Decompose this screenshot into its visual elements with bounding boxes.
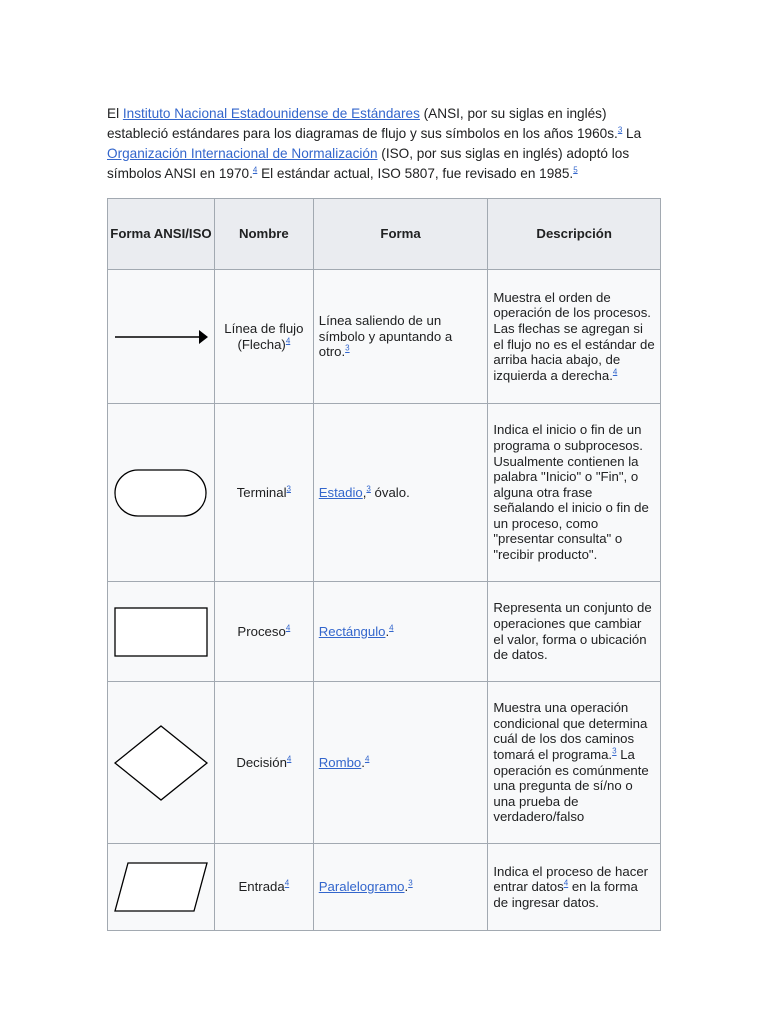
header-forma-ansi-iso: Forma ANSI/ISO [108,199,215,270]
intro-text: El estándar actual, ISO 5807, fue revisado en 1985. [257,165,574,181]
header-forma: Forma [313,199,488,270]
ref-link[interactable]: 4 [612,367,618,377]
shape-cell [108,270,215,404]
arrow-icon [111,327,211,347]
input-icon [111,860,211,914]
link-ansi[interactable]: Instituto Nacional Estadounidense de Estándares [122,105,420,121]
form-link-estadio[interactable]: Estadio [318,484,363,500]
ref-sup [286,336,290,345]
decision-icon [111,723,211,803]
process-icon [111,605,211,659]
ref-link[interactable]: 3 [617,125,623,135]
ref-link[interactable]: 4 [364,754,370,764]
ref-link[interactable]: 4 [286,754,292,764]
desc-text: Muestra el orden de operación de los procesos. Las flechas se agregan si el flujo no es el estándar de arriba hacia abajo, de izquierda a derecha. [493,289,655,383]
flowchart-symbols-table [107,198,661,931]
form-cell [313,270,488,404]
form-text: óvalo. [370,484,410,500]
ref-sup [345,344,349,353]
ref-sup [287,484,291,493]
ref-sup [573,165,577,174]
desc-text: Indica el proceso de hacer entrar datos [493,863,649,895]
name-text: Línea de flujo (Flecha) [224,320,304,352]
name-text: Proceso [237,623,286,639]
intro-text: (ANSI, por su siglas en inglés) estableció estándares para los diagramas de flujo y sus símbolos en los años 1960s. [107,105,618,141]
form-link-rombo[interactable]: Rombo [318,754,362,770]
ref-sup [285,879,289,888]
form-link-rectangulo[interactable]: Rectángulo [318,623,386,639]
ref-link[interactable]: 4 [285,623,291,633]
ref-sup [287,754,291,763]
name-cell [214,582,313,682]
shape-cell [108,582,215,682]
name-text: Decisión [236,754,287,770]
table-row [108,682,661,844]
ref-link[interactable]: 4 [252,165,258,175]
table-header-row [108,199,661,270]
ref-link[interactable]: 5 [573,165,578,175]
ref-link[interactable]: 3 [408,878,413,888]
ref-link[interactable]: 4 [389,623,394,633]
name-cell [214,270,313,404]
header-nombre: Nombre [214,199,313,270]
table-row [108,844,661,931]
shape-cell [108,682,215,844]
ref-link[interactable]: 3 [286,484,291,494]
ref-sup [389,623,393,632]
desc-cell [488,404,661,582]
desc-text: Representa un conjunto de operaciones que cambiar el valor, forma o ubicación de datos. [493,600,652,663]
desc-text: en la forma de ingresar datos. [493,879,638,910]
shape-cell [108,844,215,931]
desc-text: Muestra una operación condicional que determina cuál de los dos caminos tomará el programa. [493,700,648,762]
ref-sup [408,879,412,888]
form-text: Línea saliendo de un símbolo y apuntando a otro. [318,313,453,360]
desc-cell [488,682,661,844]
name-cell [214,844,313,931]
ref-sup [613,367,617,376]
form-link-paralelogramo[interactable]: Paralelogramo [318,879,405,895]
name-text: Entrada [238,879,285,895]
intro-paragraph [107,104,667,184]
form-cell: Rombo.$^4$ [313,682,488,844]
name-cell [214,404,313,582]
form-cell: Paralelogramo.$^3$ [313,844,488,931]
table-row [108,404,661,582]
ref-sup [286,623,290,632]
ref-link[interactable]: 4 [284,878,290,888]
ref-sup [365,754,369,763]
intro-text: (ISO, por sus siglas en inglés) adoptó los símbolos ANSI en 1970. [107,145,630,181]
ref-link[interactable]: 3 [366,484,371,494]
desc-cell [488,844,661,931]
table-row [108,270,661,404]
intro-text: El [107,105,123,121]
name-cell [214,682,313,844]
name-text: Terminal [236,484,287,500]
ref-link[interactable]: 4 [285,336,291,346]
table-row [108,582,661,682]
terminal-icon [111,467,211,519]
shape-cell [108,404,215,582]
desc-cell [488,270,661,404]
intro-text: La [622,125,642,141]
ref-link[interactable]: 3 [612,746,617,756]
desc-cell [488,582,661,682]
desc-text: La operación es comúnmente una pregunta de sí/no o una prueba de verdadero/falso [493,746,649,825]
ref-link[interactable]: 3 [345,343,350,353]
ref-link[interactable]: 4 [563,878,569,888]
form-cell: Estadio,$^3$ óvalo. [313,404,488,582]
header-descripcion: Descripción [488,199,661,270]
link-iso[interactable]: Organización Internacional de Normalización [107,145,378,161]
form-cell: Rectángulo.$^4$ [313,582,488,682]
desc-text: Indica el inicio o fin de un programa o subprocesos. Usualmente contienen la palabra "Inicio" o "Fin", o alguna otra frase señalando el inicio o fin de un proceso, como "presentar consulta" o "recibir producto". [493,422,649,563]
